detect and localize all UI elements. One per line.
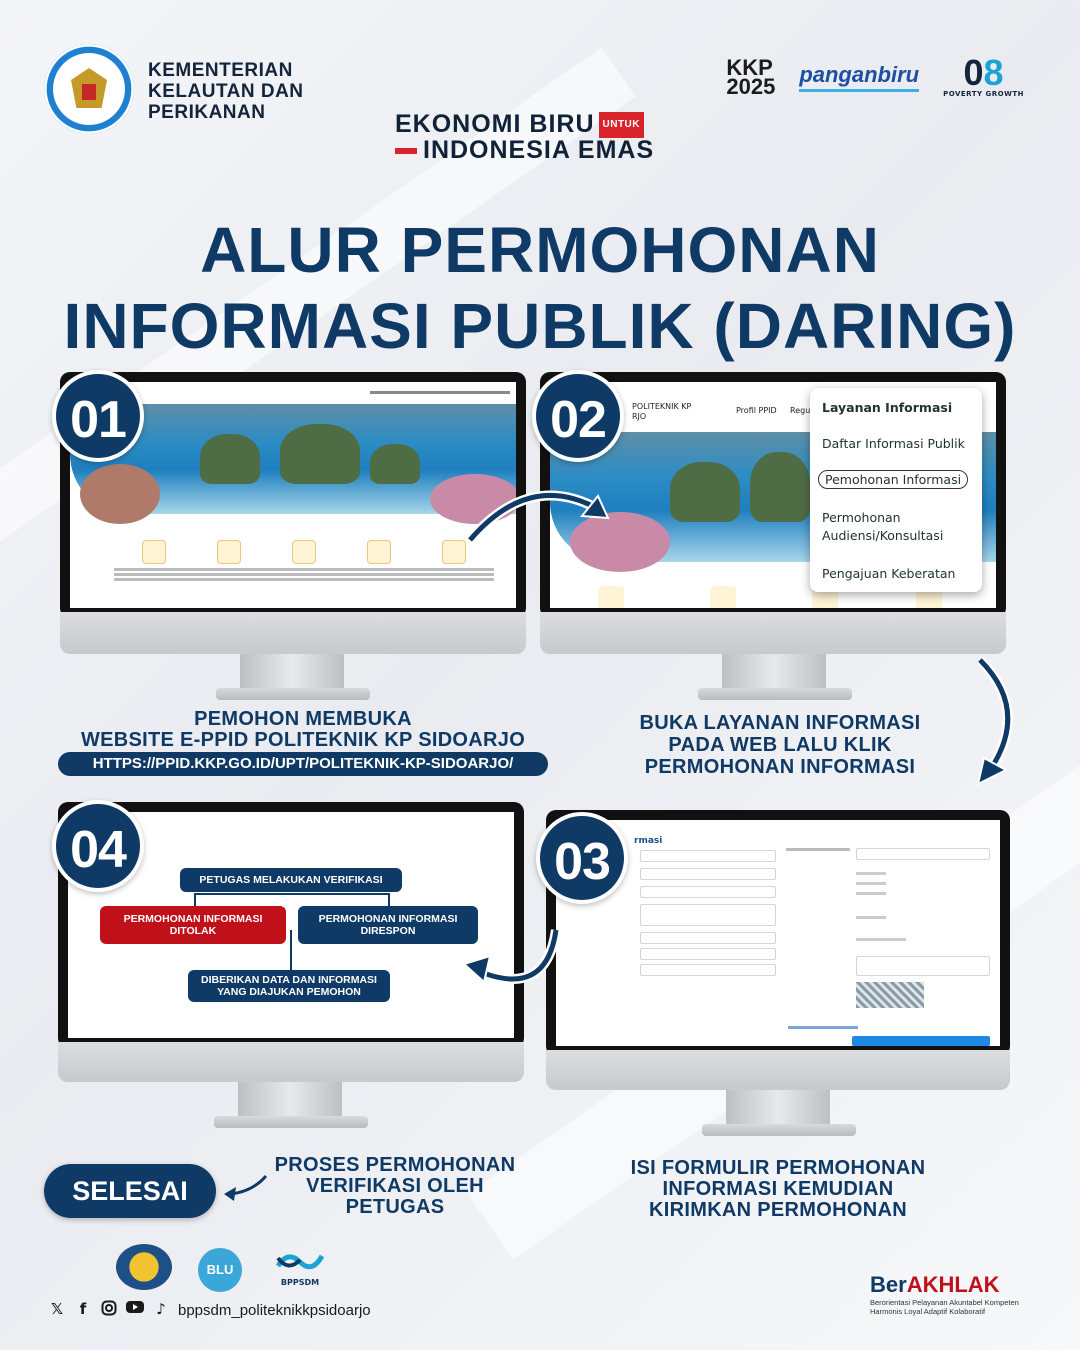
kkp-logo <box>44 44 134 134</box>
service-icon[interactable] <box>710 586 736 608</box>
step4-caption-line: PROSES PERMOHONAN <box>274 1154 516 1176</box>
form-radio[interactable] <box>856 916 886 919</box>
step-number-2: 02 <box>532 370 624 462</box>
o8-zero: 0 <box>963 52 984 93</box>
berakhlak-ber: Ber <box>870 1272 907 1297</box>
bppsdm-wave-icon <box>274 1248 326 1274</box>
kkp-2025-logo <box>726 55 776 99</box>
flow-rejected <box>100 906 286 944</box>
youtube-icon[interactable] <box>126 1300 144 1318</box>
website-nav-profil[interactable]: Profil PPID <box>736 406 777 415</box>
arrow-left-icon <box>456 920 576 1010</box>
finish-badge: SELESAI <box>44 1164 216 1218</box>
ministry-line: KELAUTAN DAN <box>148 81 304 102</box>
slogan-line1: EKONOMI BIRU <box>395 110 595 138</box>
form-select[interactable] <box>640 948 776 960</box>
step4-caption-line: VERIFIKASI OLEH <box>306 1175 484 1197</box>
step2-caption-line: PADA WEB LALU KLIK <box>668 734 892 756</box>
monitor-neck <box>240 654 344 690</box>
form-select[interactable] <box>640 932 776 944</box>
step4-caption-line: PETUGAS <box>345 1196 445 1218</box>
step1-caption-line: PEMOHON MEMBUKA <box>194 708 412 730</box>
kkp-2025-line: KKP <box>726 55 773 80</box>
slogan-line2: INDONESIA EMAS <box>423 136 655 164</box>
website-nav-regu[interactable]: Regu <box>790 406 811 415</box>
ministry-line: KEMENTERIAN <box>148 60 293 81</box>
monitor-chin <box>546 1050 1010 1090</box>
menu-permohonan[interactable]: Permohonan <box>822 510 901 525</box>
slogan <box>395 112 654 162</box>
arrow-down-icon <box>960 650 1040 790</box>
step1-caption-line: WEBSITE E-PPID POLITEKNIK KP SIDOARJO <box>80 729 526 751</box>
form-field-email[interactable] <box>640 886 776 898</box>
form-radio[interactable] <box>856 892 886 895</box>
arrow-right-icon <box>460 470 620 550</box>
step3-caption-line: KIRIMKAN PERMOHONAN <box>649 1199 907 1221</box>
flow-rejected-line: PERMOHONAN INFORMASI <box>123 913 263 925</box>
monitor-neck <box>722 654 826 690</box>
slogan-bar <box>395 148 417 154</box>
monitor-base <box>216 688 370 700</box>
page-title-line1: ALUR PERMOHONAN <box>200 214 880 286</box>
monitor-neck <box>238 1082 342 1118</box>
o8-growth: GROWTH <box>985 90 1024 98</box>
tiktok-icon[interactable]: ♪ <box>156 1300 166 1318</box>
monitor-chin <box>60 612 526 654</box>
ministry-line: PERIKANAN <box>148 102 266 123</box>
social-handle[interactable]: bppsdm_politeknikkpsidoarjo <box>178 1302 371 1319</box>
step2-caption-line: PERMOHONAN INFORMASI <box>644 756 916 778</box>
bppsdm-text: BPPSDM <box>280 1278 320 1287</box>
form-label <box>786 848 850 851</box>
politeknik-logo <box>116 1244 172 1290</box>
menu-daftar-informasi[interactable]: Daftar Informasi Publik <box>822 436 965 451</box>
step-number-4: 04 <box>52 800 144 892</box>
menu-keberatan[interactable]: Pengajuan Keberatan <box>822 566 956 581</box>
flow-responded-line: DIRESPON <box>360 925 416 937</box>
o8-eight: 8 <box>983 52 1004 93</box>
flow-responded-line: PERMOHONAN INFORMASI <box>318 913 458 925</box>
step-number-1: 01 <box>52 370 144 462</box>
zero-eight-logo <box>943 52 1024 98</box>
flow-verify: PETUGAS MELAKUKAN VERIFIKASI <box>180 868 402 892</box>
flow-rejected-line: DITOLAK <box>169 925 217 937</box>
berakhlak-sub: Harmonis Loyal Adaptif Kolaboratif <box>870 1307 986 1316</box>
monitor-base <box>698 688 852 700</box>
form-select[interactable] <box>640 964 776 976</box>
monitor-base <box>214 1116 368 1128</box>
form-heading: rmasi <box>634 836 663 846</box>
monitor-chin <box>540 612 1006 654</box>
step3-caption-line: INFORMASI KEMUDIAN <box>662 1178 894 1200</box>
berakhlak-sub: Berorientasi Pelayanan Akuntabel Kompeten <box>870 1298 1019 1307</box>
website-brand-line: POLITEKNIK KP <box>632 402 692 411</box>
form-field-name[interactable] <box>640 850 776 862</box>
o8-poverty: POVERTY <box>943 90 983 98</box>
menu-layanan-informasi[interactable]: Layanan Informasi <box>822 400 953 415</box>
slogan-untuk: UNTUK <box>599 112 645 138</box>
form-radio[interactable] <box>856 938 906 941</box>
shield-icon <box>82 84 96 100</box>
monitor-chin <box>58 1042 524 1082</box>
berakhlak-logo <box>870 1272 1019 1316</box>
berakhlak-akhlak: AKHLAK <box>906 1272 1000 1297</box>
partner-logos <box>726 52 1024 99</box>
form-textarea[interactable] <box>640 904 776 926</box>
kkp-2025-line: 2025 <box>726 74 776 99</box>
facebook-icon[interactable]: f <box>79 1300 87 1318</box>
form-link[interactable] <box>788 1026 858 1029</box>
monitor-base <box>702 1124 856 1136</box>
submit-button[interactable] <box>852 1036 990 1046</box>
form-textarea[interactable] <box>856 956 990 976</box>
ministry-name <box>148 60 304 123</box>
page-title-line2: INFORMASI PUBLIK (DARING) <box>63 290 1017 362</box>
bppsdm-logo <box>272 1248 328 1287</box>
flow-responded <box>298 906 478 944</box>
step3-caption-line: ISI FORMULIR PERMOHONAN <box>630 1157 926 1179</box>
step-number-3: 03 <box>536 812 628 904</box>
captcha-image <box>856 982 924 1008</box>
blu-logo: BLU <box>198 1248 242 1292</box>
step2-caption-line: BUKA LAYANAN INFORMASI <box>639 712 921 734</box>
panganbiru-logo: panganbiru <box>799 62 919 92</box>
menu-audiensi[interactable]: Audiensi/Konsultasi <box>822 528 944 543</box>
flow-given <box>188 970 390 1002</box>
form-field[interactable] <box>640 868 776 880</box>
social-icons <box>48 1300 170 1318</box>
website-brand <box>632 402 691 422</box>
menu-permohonan-informasi[interactable]: Pemohonan Informasi <box>818 470 968 489</box>
form-radio[interactable] <box>856 882 886 885</box>
x-icon[interactable]: 𝕏 <box>50 1300 64 1318</box>
website-url[interactable]: HTTPS://PPID.KKP.GO.ID/UPT/POLITEKNIK-KP-SIDOARJO/ <box>58 752 548 776</box>
website-brand-line: RJO <box>632 412 647 421</box>
form-radio[interactable] <box>856 872 886 875</box>
form-select[interactable] <box>856 848 990 860</box>
monitor-neck <box>726 1090 830 1126</box>
layanan-dropdown <box>810 388 982 592</box>
flow-given-line: DIBERIKAN DATA DAN INFORMASI <box>201 974 377 986</box>
service-icon[interactable] <box>598 586 624 608</box>
arrow-left-icon <box>222 1170 272 1210</box>
flow-given-line: YANG DIAJUKAN PEMOHON <box>217 986 361 998</box>
instagram-icon[interactable] <box>100 1300 118 1318</box>
